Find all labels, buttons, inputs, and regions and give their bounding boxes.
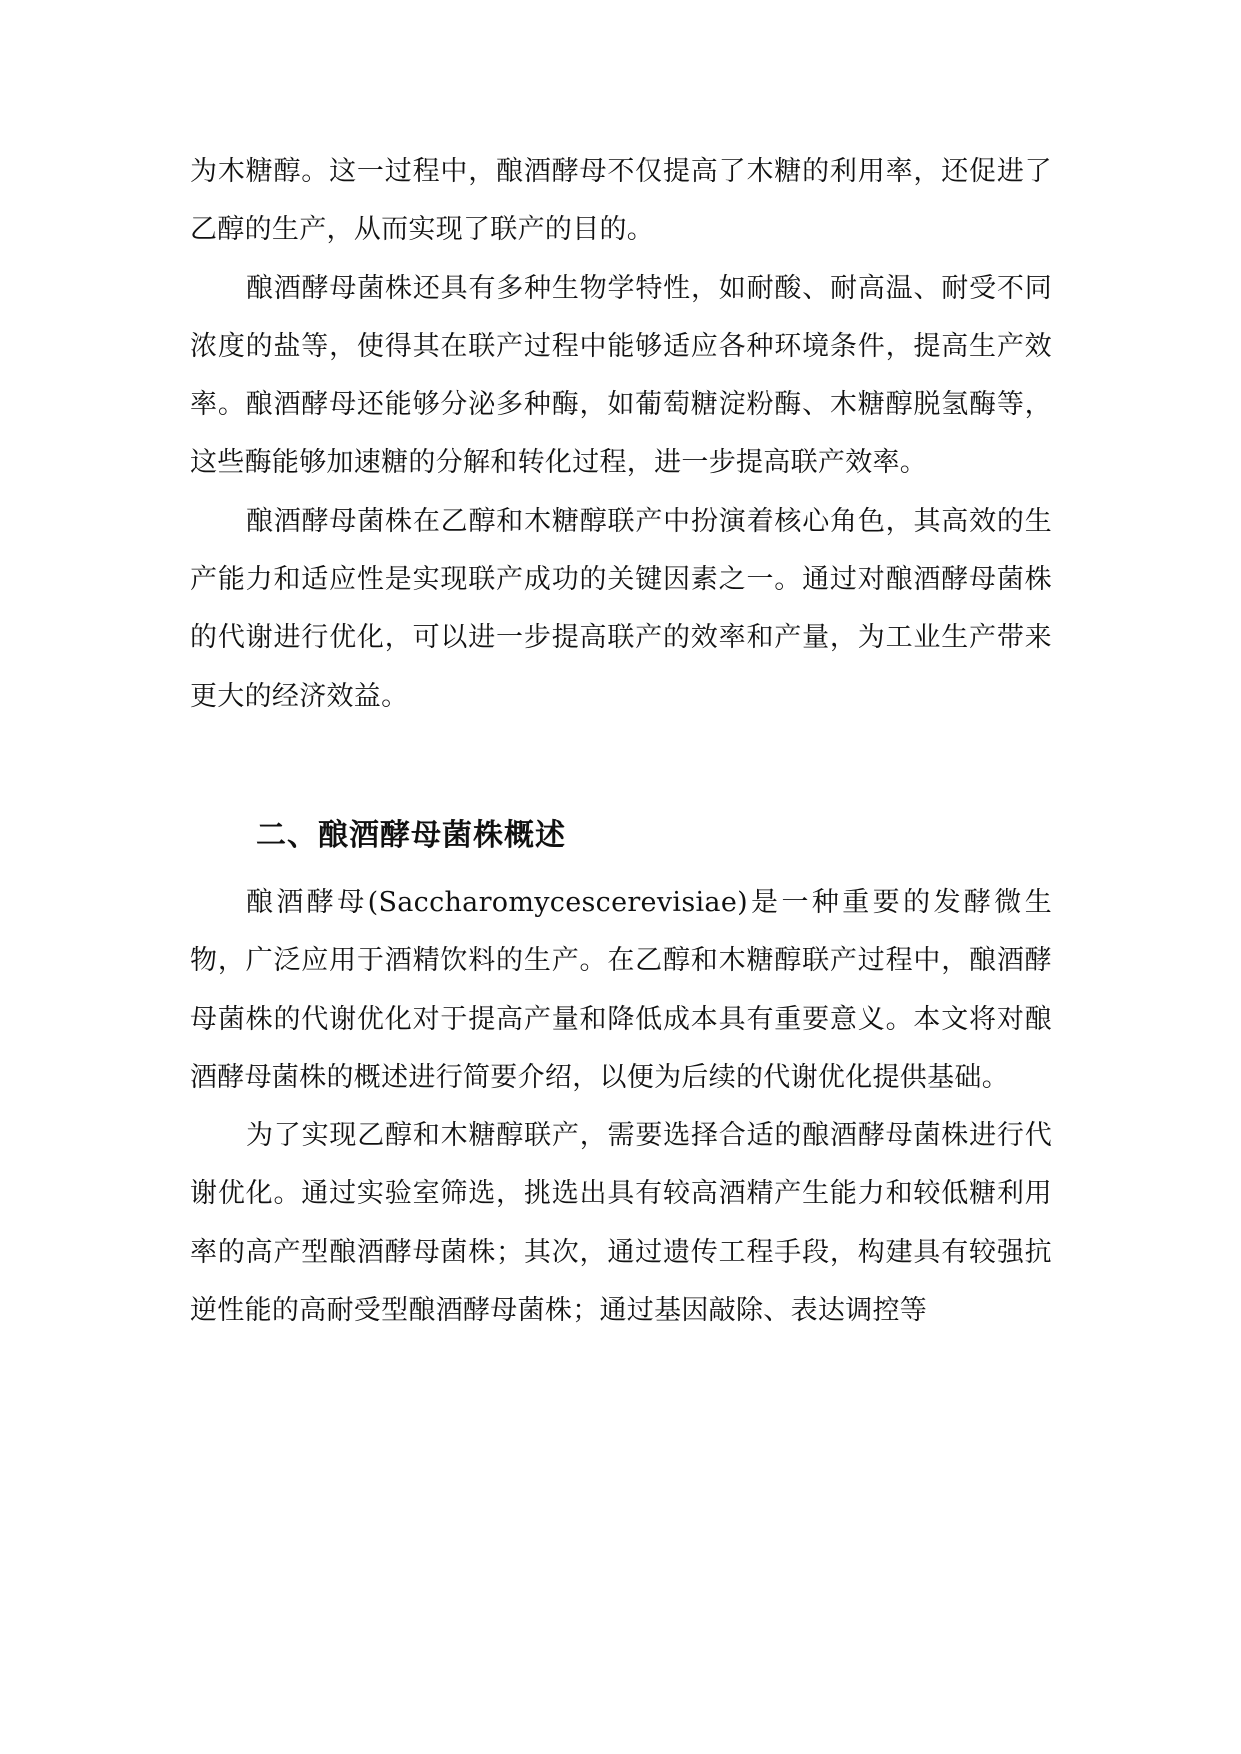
paragraph-yeast-core-role: 酿酒酵母菌株在乙醇和木糖醇联产中扮演着核心角色，其高效的生产能力和适应性是实现联产成功的关键因素之一。通过对酿酒酵母菌株的代谢进行优化，可以进一步提高联产的效率和产量，为工业生产带来更大的经济效益。 (190, 505, 1052, 712)
section-heading: 二、酿酒酵母菌株概述 (256, 817, 566, 853)
paragraph-yeast-properties: 酿酒酵母菌株还具有多种生物学特性，如耐酸、耐高温、耐受不同浓度的盐等，使得其在联产过程中能够适应各种环境条件，提高生产效率。酿酒酵母还能够分泌多种酶，如葡萄糖淀粉酶、木糖醇脱氢酶等，这些酶能够加速糖的分解和转化过程，进一步提高联产效率。 (190, 272, 1052, 479)
paragraph-strain-selection: 为了实现乙醇和木糖醇联产，需要选择合适的酿酒酵母菌株进行代谢优化。通过实验室筛选，挑选出具有较高酒精产生能力和较低糖利用率的高产型酿酒酵母菌株；其次，通过遗传工程手段，构建具有较强抗逆性能的高耐受型酿酒酵母菌株；通过基因敲除、表达调控等 (190, 1120, 1052, 1327)
paragraph-yeast-overview: 酿酒酵母(Saccharomycescerevisiae)是一种重要的发酵微生物，广泛应用于酒精饮料的生产。在乙醇和木糖醇联产过程中，酿酒酵母菌株的代谢优化对于提高产量和降低成本具有重要意义。本文将对酿酒酵母菌株的概述进行简要介绍，以便为后续的代谢优化提供基础。 (190, 886, 1052, 1093)
document-body (190, 143, 1052, 1340)
paragraph-continuation: 为木糖醇。这一过程中，酿酒酵母不仅提高了木糖的利用率，还促进了乙醇的生产，从而实现了联产的目的。 (190, 156, 1052, 246)
